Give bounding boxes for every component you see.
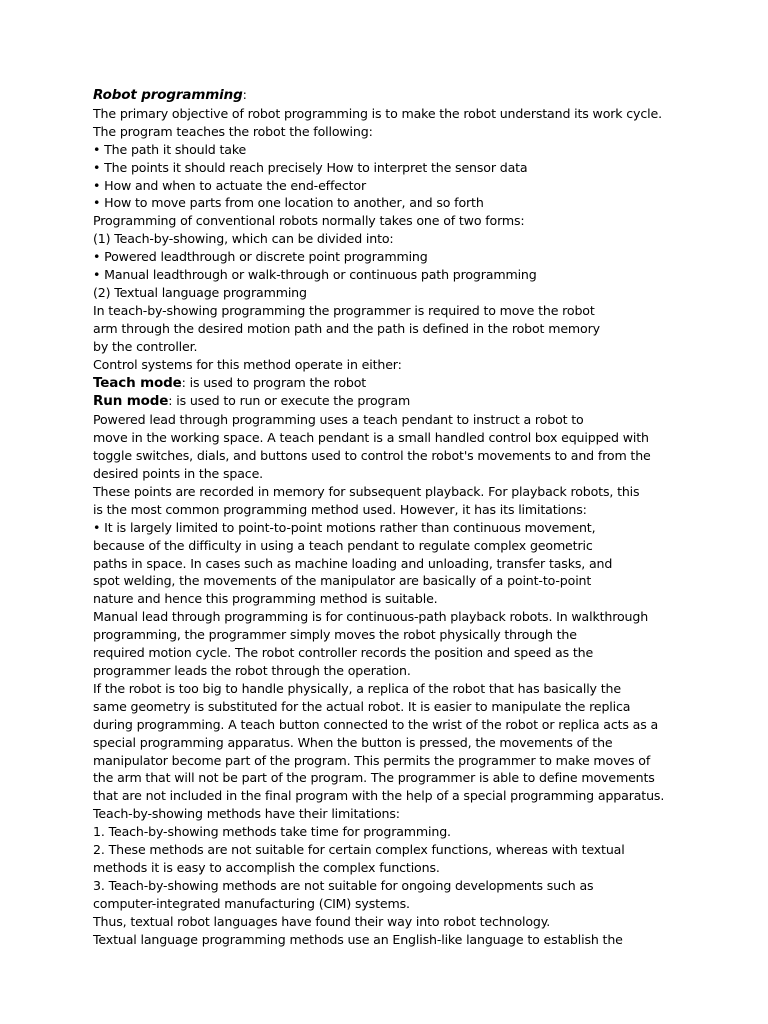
doc-title: Robot programming [93, 87, 243, 103]
paragraph-block-b [93, 411, 733, 948]
text-line: Teach-by-showing methods have their limitations: [93, 806, 400, 822]
text-line: by the controller. [93, 338, 198, 354]
text-line: Powered lead through programming uses a teach pendant to instruct a robot to [93, 412, 584, 428]
text-line: methods it is easy to accomplish the complex functions. [93, 859, 440, 875]
text-line: If the robot is too big to handle physically, a replica of the robot that has basically the [93, 680, 621, 696]
text-line: The primary objective of robot programming is to make the robot understand its work cycle. [93, 105, 662, 121]
bullet-line: • The path it should take [93, 141, 247, 157]
text-line: The program teaches the robot the following: [93, 123, 373, 139]
text-line: Control systems for this method operate in either: [93, 356, 402, 372]
text-line: is the most common programming method used. However, it has its limitations: [93, 501, 587, 517]
bullet-line: • How and when to actuate the end-effector [93, 177, 366, 193]
paragraph-block-a [93, 105, 733, 374]
text-line: (2) Textual language programming [93, 284, 307, 300]
text-line: programmer leads the robot through the operation. [93, 663, 411, 678]
text-line: nature and hence this programming method is suitable. [93, 591, 438, 607]
numbered-line: 2. These methods are not suitable for certain complex functions, whereas with textual [93, 842, 625, 858]
text-line: In teach-by-showing programming the programmer is required to move the robot [93, 302, 595, 318]
document-page [93, 86, 733, 949]
text-line: because of the difficulty in using a teach pendant to regulate complex geometric [93, 537, 593, 553]
numbered-line: 1. Teach-by-showing methods take time for programming. [93, 824, 451, 840]
bullet-line: • It is largely limited to point-to-point motions rather than continuous movement, [93, 519, 596, 535]
bullet-line: • Powered leadthrough or discrete point programming [93, 249, 428, 265]
text-line: the arm that will not be part of the program. The programmer is able to define movements [93, 770, 655, 786]
text-line: Manual lead through programming is for continuous-path playback robots. In walkthrough [93, 609, 649, 625]
text-line: spot welding, the movements of the manipulator are basically of a point-to-point [93, 573, 592, 589]
text-line: special programming apparatus. When the button is pressed, the movements of the [93, 734, 613, 750]
text-line: that are not included in the final program with the help of a special programming apparatus. [93, 788, 665, 804]
text-line: programming, the programmer simply moves the robot physically through the [93, 627, 577, 643]
bullet-line: • How to move parts from one location to another, and so forth [93, 195, 484, 211]
text-line: (1) Teach-by-showing, which can be divided into: [93, 231, 394, 247]
text-line: required motion cycle. The robot controller records the position and speed as the [93, 645, 594, 661]
teach-mode-line [93, 374, 733, 393]
doc-title-line [93, 86, 733, 105]
numbered-line: 3. Teach-by-showing methods are not suitable for ongoing developments such as [93, 877, 594, 893]
teach-mode-desc: : is used to program the robot [181, 374, 367, 390]
text-line: manipulator become part of the program. This permits the programmer to make moves of [93, 752, 651, 768]
run-mode-line [93, 392, 733, 411]
text-line: toggle switches, dials, and buttons used to control the robot's movements to and from the [93, 448, 651, 464]
run-mode-desc: : is used to run or execute the program [168, 393, 411, 409]
text-line: desired points in the space. [93, 466, 264, 482]
text-line: arm through the desired motion path and the path is defined in the robot memory [93, 320, 600, 336]
bullet-line: • The points it should reach precisely How to interpret the sensor data [93, 159, 528, 175]
text-line: Textual language programming methods use an English-like language to establish the [93, 931, 623, 947]
run-mode-term: Run mode [93, 393, 169, 410]
text-line: Thus, textual robot languages have found their way into robot technology. [93, 913, 551, 929]
text-line: These points are recorded in memory for subsequent playback. For playback robots, this [93, 483, 640, 499]
bullet-line: • Manual leadthrough or walk-through or continuous path programming [93, 267, 537, 283]
text-line: Programming of conventional robots normally takes one of two forms: [93, 213, 525, 229]
text-line: same geometry is substituted for the actual robot. It is easier to manipulate the replica [93, 698, 631, 714]
text-line: move in the working space. A teach pendant is a small handled control box equipped with [93, 430, 649, 446]
text-line: computer-integrated manufacturing (CIM) systems. [93, 895, 410, 911]
text-line: during programming. A teach button connected to the wrist of the robot or replica acts as a [93, 716, 659, 732]
doc-title-colon: : [242, 87, 247, 102]
teach-mode-term: Teach mode [93, 374, 182, 391]
text-line: paths in space. In cases such as machine loading and unloading, transfer tasks, and [93, 555, 613, 571]
